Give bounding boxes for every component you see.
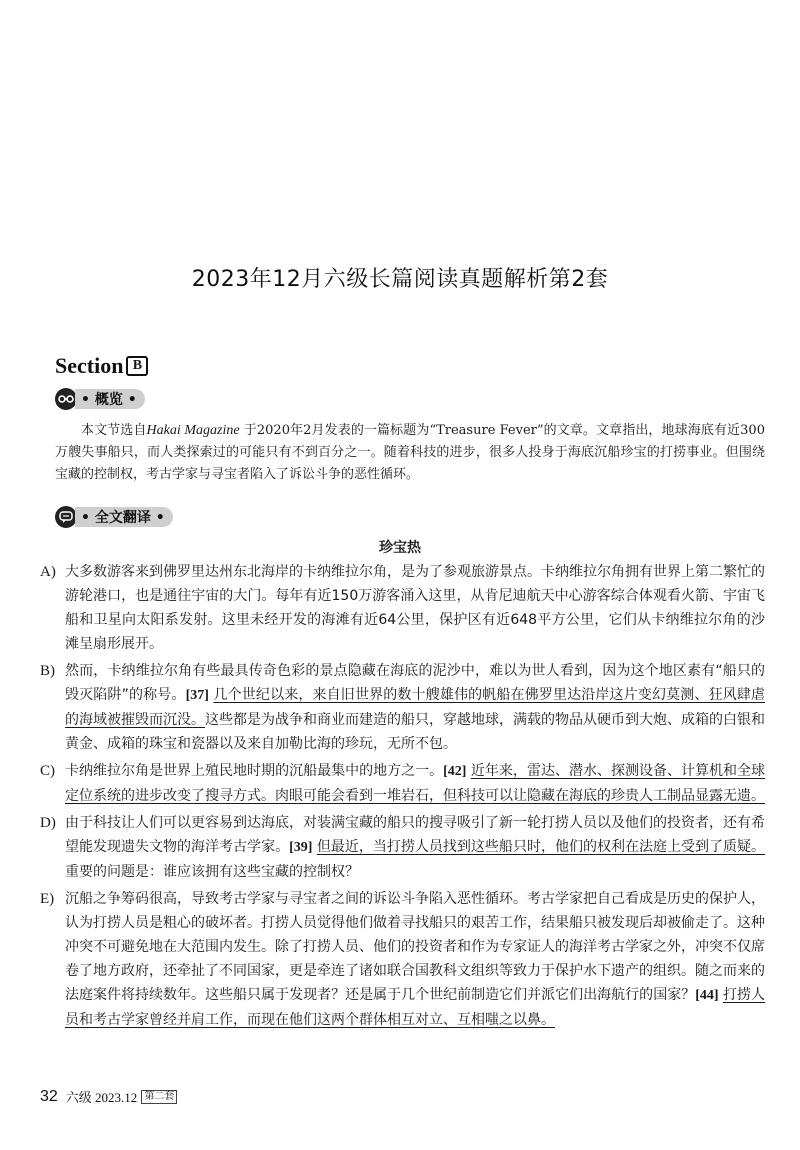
translation-body — [40, 560, 765, 1035]
translation-heading — [55, 506, 173, 528]
paragraph-text: 大多数游客来到佛罗里达州东北海岸的卡纳维拉尔角，是为了参观旅游景点。卡纳维拉尔角拥有世界上第二繁忙的游轮港口，也是通往宇宙的大门。每年有近150万游客涌入这里，从肯尼迪航天中心游客综合体观看火箭、宇宙飞船和卫星向太阳系发射。这里未经开发的海滩有近64公里，保护区有近648平方公里，它们从卡纳维拉尔角的沙滩呈扇形展开。 — [65, 564, 765, 652]
paragraph-text — [65, 659, 765, 756]
set-tag: 第二套 — [141, 1090, 177, 1104]
paragraph-letter: A) — [40, 564, 56, 580]
page-title: 2023年12月六级长篇阅读真题解析第2套 — [191, 267, 609, 292]
paragraph-letter: D) — [40, 815, 56, 831]
edition-label: 六级 2023.12 — [65, 1090, 138, 1105]
paragraph-text — [65, 811, 765, 884]
answer-underline: 近年来，雷达、潜水、探测设备、计算机和全球定位系统的进步改变了搜寻方式。肉眼可能会看到一堆岩石，但科技可以让隐藏在海底的珍贵人工制品显露无遗。 — [65, 763, 766, 804]
question-marker: [39] — [289, 840, 313, 855]
section-letter-box: B — [126, 356, 148, 376]
paragraph-c — [40, 759, 765, 808]
paragraph-d — [40, 811, 765, 884]
question-marker: [44] — [695, 988, 719, 1003]
paragraph-letter: E) — [40, 891, 55, 907]
answer-underline: 但最近，当打捞人员找到这些船只时，他们的权利在法庭上受到了质疑。 — [316, 839, 766, 855]
section-heading — [55, 353, 148, 379]
page-number: 32 — [40, 1087, 58, 1105]
overview-text — [55, 420, 765, 486]
paragraph-a — [40, 560, 765, 656]
question-marker: [37] — [185, 688, 209, 703]
translation-label: • 全文翻译 • — [75, 507, 173, 527]
paragraph-text-after: 重要的问题是：谁应该拥有这些宝藏的控制权？ — [65, 864, 359, 880]
overview-intro-before: 本文节选自 — [81, 423, 147, 438]
paragraph-text — [65, 887, 765, 1032]
paragraph-text — [65, 759, 765, 808]
overview-heading — [55, 388, 145, 410]
answer-underline: 几个世纪以来，来自旧世界的数十艘雄伟的帆船在佛罗里达沿岸这片变幻莫测、狂风肆虐的海域被摧毁而沉没。 — [65, 687, 766, 728]
paragraph-text-before: 卡纳维拉尔角是世界上殖民地时期的沉船最集中的地方之一。 — [65, 763, 444, 779]
paragraph-letter: C) — [40, 763, 55, 779]
speech-bubble-icon — [55, 506, 77, 528]
paragraph-e — [40, 887, 765, 1032]
paragraph-letter: B) — [40, 663, 55, 679]
magazine-name: Hakai Magazine — [146, 423, 240, 438]
paragraph-text-before: 由于科技让人们可以更容易到达海底，对装满宝藏的船只的搜寻吸引了新一轮打捞人员以及他们的投资者，还有希望能发现遗失文物的海洋考古学家。 — [65, 815, 765, 855]
article-title: 珍宝热 — [379, 540, 421, 556]
overview-intro-after: 于2020年2月发表的一篇标题为“Treasure Fever”的文章。文章指出，地球海底有近300万艘失事船只，而人类探索过的可能只有不到百分之一。随着科技的进步，很多人投身于海底沉船珍宝的打捞事业。但围绕宝藏的控制权，考古学家与寻宝者陷入了诉讼斗争的恶性循环。 — [55, 423, 765, 482]
question-marker: [42] — [443, 764, 467, 779]
overview-label: • 概览 • — [75, 389, 145, 409]
paragraph-b — [40, 659, 765, 756]
section-word: Section — [55, 353, 124, 378]
glasses-icon — [55, 388, 77, 410]
paragraph-text-before: 沉船之争筹码很高，导致考古学家与寻宝者之间的诉讼斗争陷入恶性循环。考古学家把自己看成是历史的保护人，认为打捞人员是粗心的破坏者。打捞人员觉得他们做着寻找船只的艰苦工作，结果船只被发现后却被偷走了。这种冲突不可避免地在大范围内发生。除了打捞人员、他们的投资者和作为专家证人的海洋考古学家之外，冲突不仅席卷了地方政府，还牵扯了不同国家，更是牵连了诸如联合国教科文组织等致力于保护水下遗产的组织。随之而来的法庭案件将持续数年。这些船只属于发现者？还是属于几个世纪前制造它们并派它们出海航行的国家？ — [65, 891, 765, 1003]
answer-underline: 打捞人员和考古学家曾经并肩工作，而现在他们这两个群体相互对立、互相嗤之以鼻。 — [65, 987, 766, 1028]
page-footer — [40, 1087, 177, 1106]
paragraph-text-before: 然而，卡纳维拉尔角有些最具传奇色彩的景点隐藏在海底的泥沙中，难以为世人看到，因为这个地区素有“船只的毁灭陷阱”的称号。 — [65, 663, 765, 703]
paragraph-text-after: 这些都是为战争和商业而建造的船只，穿越地球，满载的物品从硬币到大炮、成箱的白银和黄金、成箱的珠宝和瓷器以及来自加勒比海的珍玩，无所不包。 — [65, 712, 765, 752]
